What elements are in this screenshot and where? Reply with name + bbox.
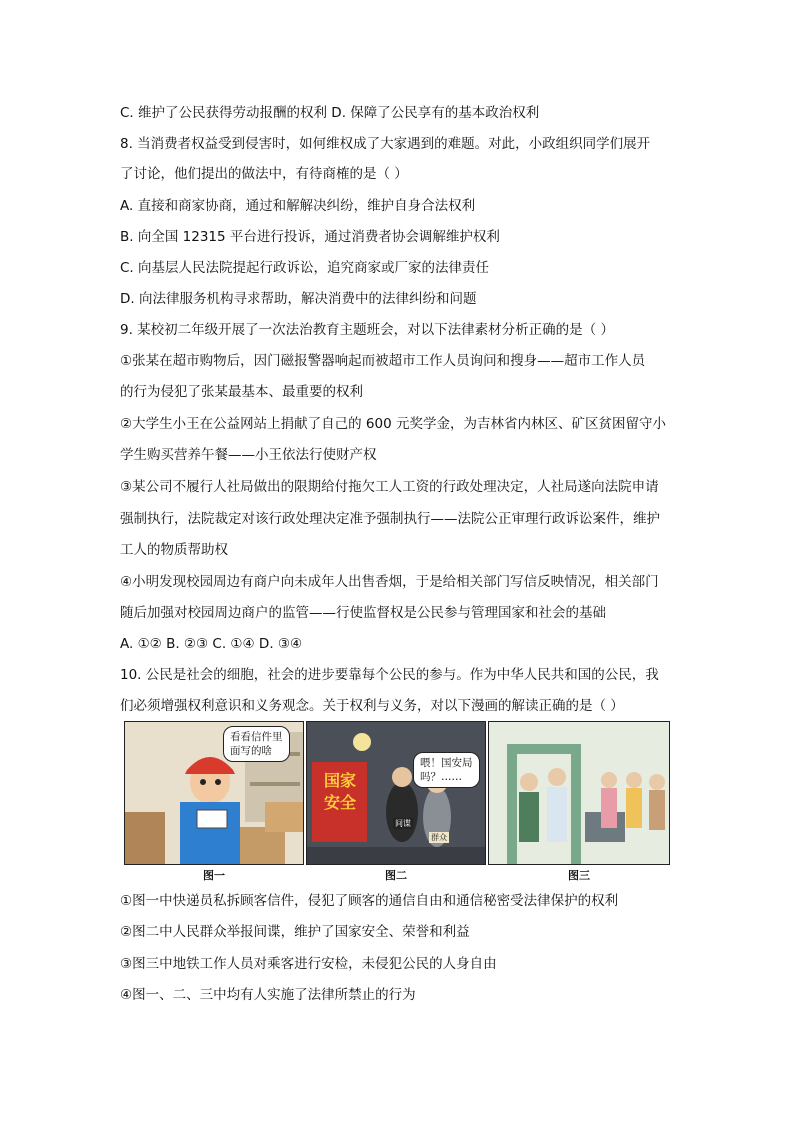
question-9-item-4b: 随后加强对校园周边商户的监管——行使监督权是公民参与管理国家和社会的基础: [120, 605, 606, 621]
sign-line-2: 安全: [323, 793, 356, 812]
question-10-stem-2: 们必须增强权利意识和义务观念。关于权利与义务，对以下漫画的解读正确的是（ ）: [120, 698, 624, 714]
statement-4: ④图一、二、三中均有人实施了法律所禁止的行为: [120, 987, 416, 1003]
caption-figure-2: 图二: [385, 869, 407, 882]
security-check-illustration: [489, 722, 670, 865]
question-8-option-d: D. 向法律服务机构寻求帮助，解决消费中的法律纠纷和问题: [120, 291, 477, 307]
question-9-options: A. ①② B. ②③ C. ①④ D. ③④: [120, 636, 303, 652]
question-9-item-3a: ③某公司不履行人社局做出的限期给付拖欠工人工资的行政处理决定，人社局遂向法院申请: [120, 479, 659, 495]
statement-1: ①图一中快递员私拆顾客信件，侵犯了顾客的通信自由和通信秘密受法律保护的权利: [120, 893, 619, 909]
spy-tag: 间谍: [395, 819, 411, 828]
speech-bubble-courier: [223, 726, 290, 762]
question-8-stem-1: 8. 当消费者权益受到侵害时，如何维权成了大家遇到的难题。对此，小政组织同学们展开: [120, 136, 651, 152]
statement-2: ②图二中人民群众举报间谍，维护了国家安全、荣誉和利益: [120, 924, 470, 940]
bubble-line-1: 喂！国安局: [420, 757, 473, 769]
question-9-item-1a: ①张某在超市购物后，因门磁报警器响起而被超市工作人员询问和搜身——超市工作人员: [120, 353, 646, 369]
speech-bubble-report: [413, 752, 480, 788]
statement-3: ③图三中地铁工作人员对乘客进行安检，未侵犯公民的人身自由: [120, 956, 497, 972]
bubble-line-2: 吗？……: [420, 771, 462, 783]
question-9-item-2b: 学生购买营养午餐——小王依法行使财产权: [120, 447, 377, 463]
question-9-item-2a: ②大学生小王在公益网站上捐献了自己的 600 元奖学金，为吉林省内林区、矿区贫困留守小: [120, 416, 666, 432]
question-8-option-a: A. 直接和商家协商，通过和解解决纠纷，维护自身合法权利: [120, 198, 476, 214]
mass-tag: 群众: [431, 833, 447, 842]
question-9-stem: 9. 某校初二年级开展了一次法治教育主题班会，对以下法律素材分析正确的是（ ）: [120, 322, 614, 338]
caption-figure-1: 图一: [203, 869, 225, 882]
question-8-option-b: B. 向全国 12315 平台进行投诉，通过消费者协会调解维护权利: [120, 229, 500, 245]
question-8-option-c: C. 向基层人民法院提起行政诉讼，追究商家或厂家的法律责任: [120, 260, 490, 276]
national-security-sign: [315, 770, 365, 814]
sign-line-1: 国家: [323, 771, 356, 790]
question-9-item-1b: 的行为侵犯了张某最基本、最重要的权利: [120, 384, 363, 400]
question-9-item-3c: 工人的物质帮助权: [120, 542, 228, 558]
question-9-item-4a: ④小明发现校园周边有商户向未成年人出售香烟，于是给相关部门写信反映情况，相关部门: [120, 574, 659, 590]
question-10-stem-1: 10. 公民是社会的细胞，社会的进步要靠每个公民的参与。作为中华人民共和国的公民，我: [120, 667, 659, 683]
comic-panel-3: [488, 721, 670, 865]
bubble-line-1: 看看信件里: [230, 731, 283, 743]
question-9-item-3b: 强制执行，法院裁定对该行政处理决定准予强制执行——法院公正审理行政诉讼案件，维护: [120, 511, 660, 527]
bubble-line-2: 面写的啥: [230, 745, 272, 757]
comic-panel-1: [124, 721, 304, 865]
question-8-stem-2: 了讨论，他们提出的做法中，有待商榷的是（ ）: [120, 166, 408, 182]
comic-panel-2: [306, 721, 486, 865]
option-c-d-prev: C. 维护了公民获得劳动报酬的权利 D. 保障了公民享有的基本政治权利: [120, 105, 540, 121]
caption-figure-3: 图三: [568, 869, 590, 882]
